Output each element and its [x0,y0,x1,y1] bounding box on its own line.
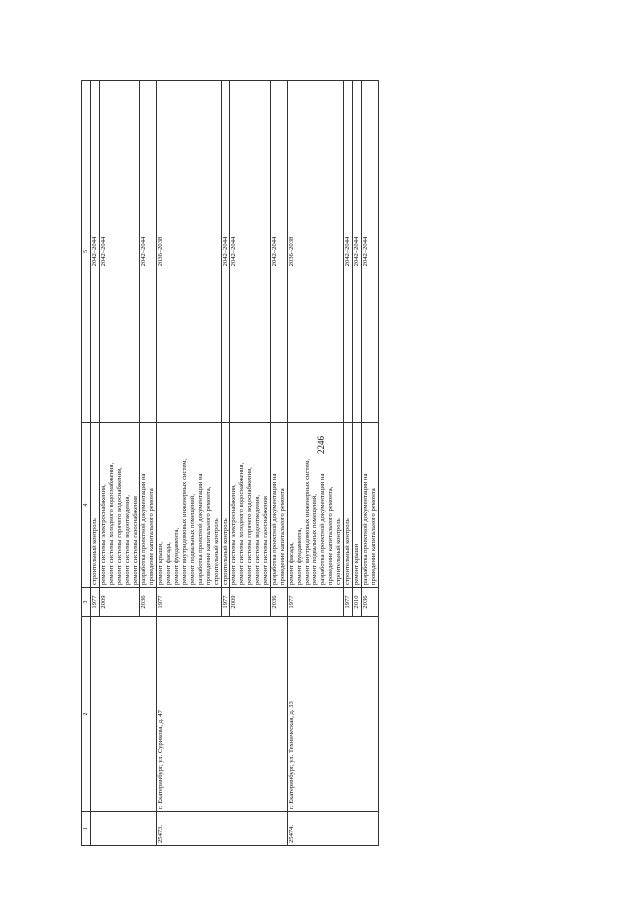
year-cell: 1977 [221,588,230,617]
address-cell: г. Екатеринбург, ул. Сурикова, д. 47 [157,617,288,812]
work-item: ремонт системы газоснабжения [131,496,139,585]
work-item: ремонт внутридомовых инженерных систем, [180,458,188,585]
works-cell [157,423,221,588]
column-header-2: 2 [82,617,91,812]
rotated-table-wrapper [81,81,518,846]
work-item: разработка проектной документации на [270,473,278,585]
table-row [287,81,343,846]
work-item: разработка проектной документации на [361,473,369,585]
work-item: ремонт фундамента, [295,527,303,585]
year-cell: 2010 [353,588,362,617]
work-item: проведение капитального ремонта [278,488,286,585]
works-cell [140,423,157,588]
column-header-4: 4 [82,423,91,588]
period-cell: 2042–2044 [140,81,157,423]
work-item: проведение капитального ремонта, [327,486,335,585]
work-item: проведение капитального ремонта, [204,486,212,585]
work-item: ремонт системы водоотведения, [254,494,262,585]
table-row [157,81,221,846]
work-item: ремонт системы водоотведения, [123,494,131,585]
work-item: ремонт фасада, [165,542,173,585]
work-item: ремонт системы горячего водоснабжения, [115,467,123,585]
repair-schedule-table [81,80,379,846]
period-cell: 2042–2044 [344,81,353,423]
column-header-5: 5 [82,81,91,423]
work-item: ремонт системы электроснабжения, [230,484,238,585]
work-item: ремонт системы холодного водоснабжения, [107,462,115,585]
row-number-cell: 25473. [157,812,288,846]
year-cell: 1977 [91,588,100,617]
period-cell: 2042–2044 [99,81,140,423]
period-cell: 2036–2038 [157,81,221,423]
year-cell: 1977 [287,588,343,617]
row-number-cell [91,812,157,846]
table-body [91,81,379,846]
work-item: строительный контроль [221,518,229,585]
column-header-1: 1 [82,812,91,846]
year-cell: 2009 [99,588,140,617]
period-cell: 2042–2044 [353,81,362,423]
year-cell: 2009 [230,588,271,617]
work-item: строительный контроль [344,518,352,585]
work-item: ремонт подвальных помещений, [311,494,319,585]
work-item: строительный контроль [335,518,343,585]
work-item: разработка проектной документации на [319,473,327,585]
work-item: ремонт фундамента, [173,527,181,585]
work-item: проведение капитального ремонта [369,488,377,585]
work-item: ремонт системы электроснабжения, [99,484,107,585]
year-cell: 2036 [361,588,378,617]
row-number-cell: 25474. [287,812,378,846]
works-cell [361,423,378,588]
work-item: ремонт крыши, [157,542,165,585]
table-header [82,81,91,846]
works-cell [270,423,287,588]
works-cell [91,423,100,588]
address-cell: г. Екатеринбург, ул. Техническая, д. 33 [287,617,378,812]
work-item: ремонт внутридомовых инженерных систем, [303,458,311,585]
work-item: ремонт системы горячего водоснабжения, [246,467,254,585]
work-item: ремонт системы холодного водоснабжения, [238,462,246,585]
work-item: ремонт подвальных помещений, [188,494,196,585]
work-item: строительный контроль [212,518,220,585]
period-cell: 2042–2044 [361,81,378,423]
year-cell: 1977 [344,588,353,617]
works-cell [353,423,362,588]
work-item: разработка проектной документации на [196,473,204,585]
period-cell: 2042–2044 [230,81,271,423]
works-cell [287,423,343,588]
period-cell: 2042–2044 [270,81,287,423]
work-item: ремонт крыши [353,543,360,585]
work-item: строительный контроль [91,518,98,585]
year-cell: 2036 [270,588,287,617]
period-cell: 2042–2044 [221,81,230,423]
period-cell: 2036–2038 [287,81,343,423]
work-item: разработка проектной документации на [140,473,148,585]
works-cell [344,423,353,588]
year-cell: 2036 [140,588,157,617]
works-cell [221,423,230,588]
works-cell [99,423,140,588]
column-header-3: 3 [82,588,91,617]
period-cell: 2042–2044 [91,81,100,423]
page-number: 2246 [316,436,326,454]
table-row [91,81,100,846]
work-item: проведение капитального ремонта [148,488,156,585]
address-cell [91,617,157,812]
year-cell: 1977 [157,588,221,617]
work-item: ремонт системы газоснабжения [262,496,270,585]
work-item: ремонт фасада, [287,542,295,585]
works-cell [230,423,271,588]
